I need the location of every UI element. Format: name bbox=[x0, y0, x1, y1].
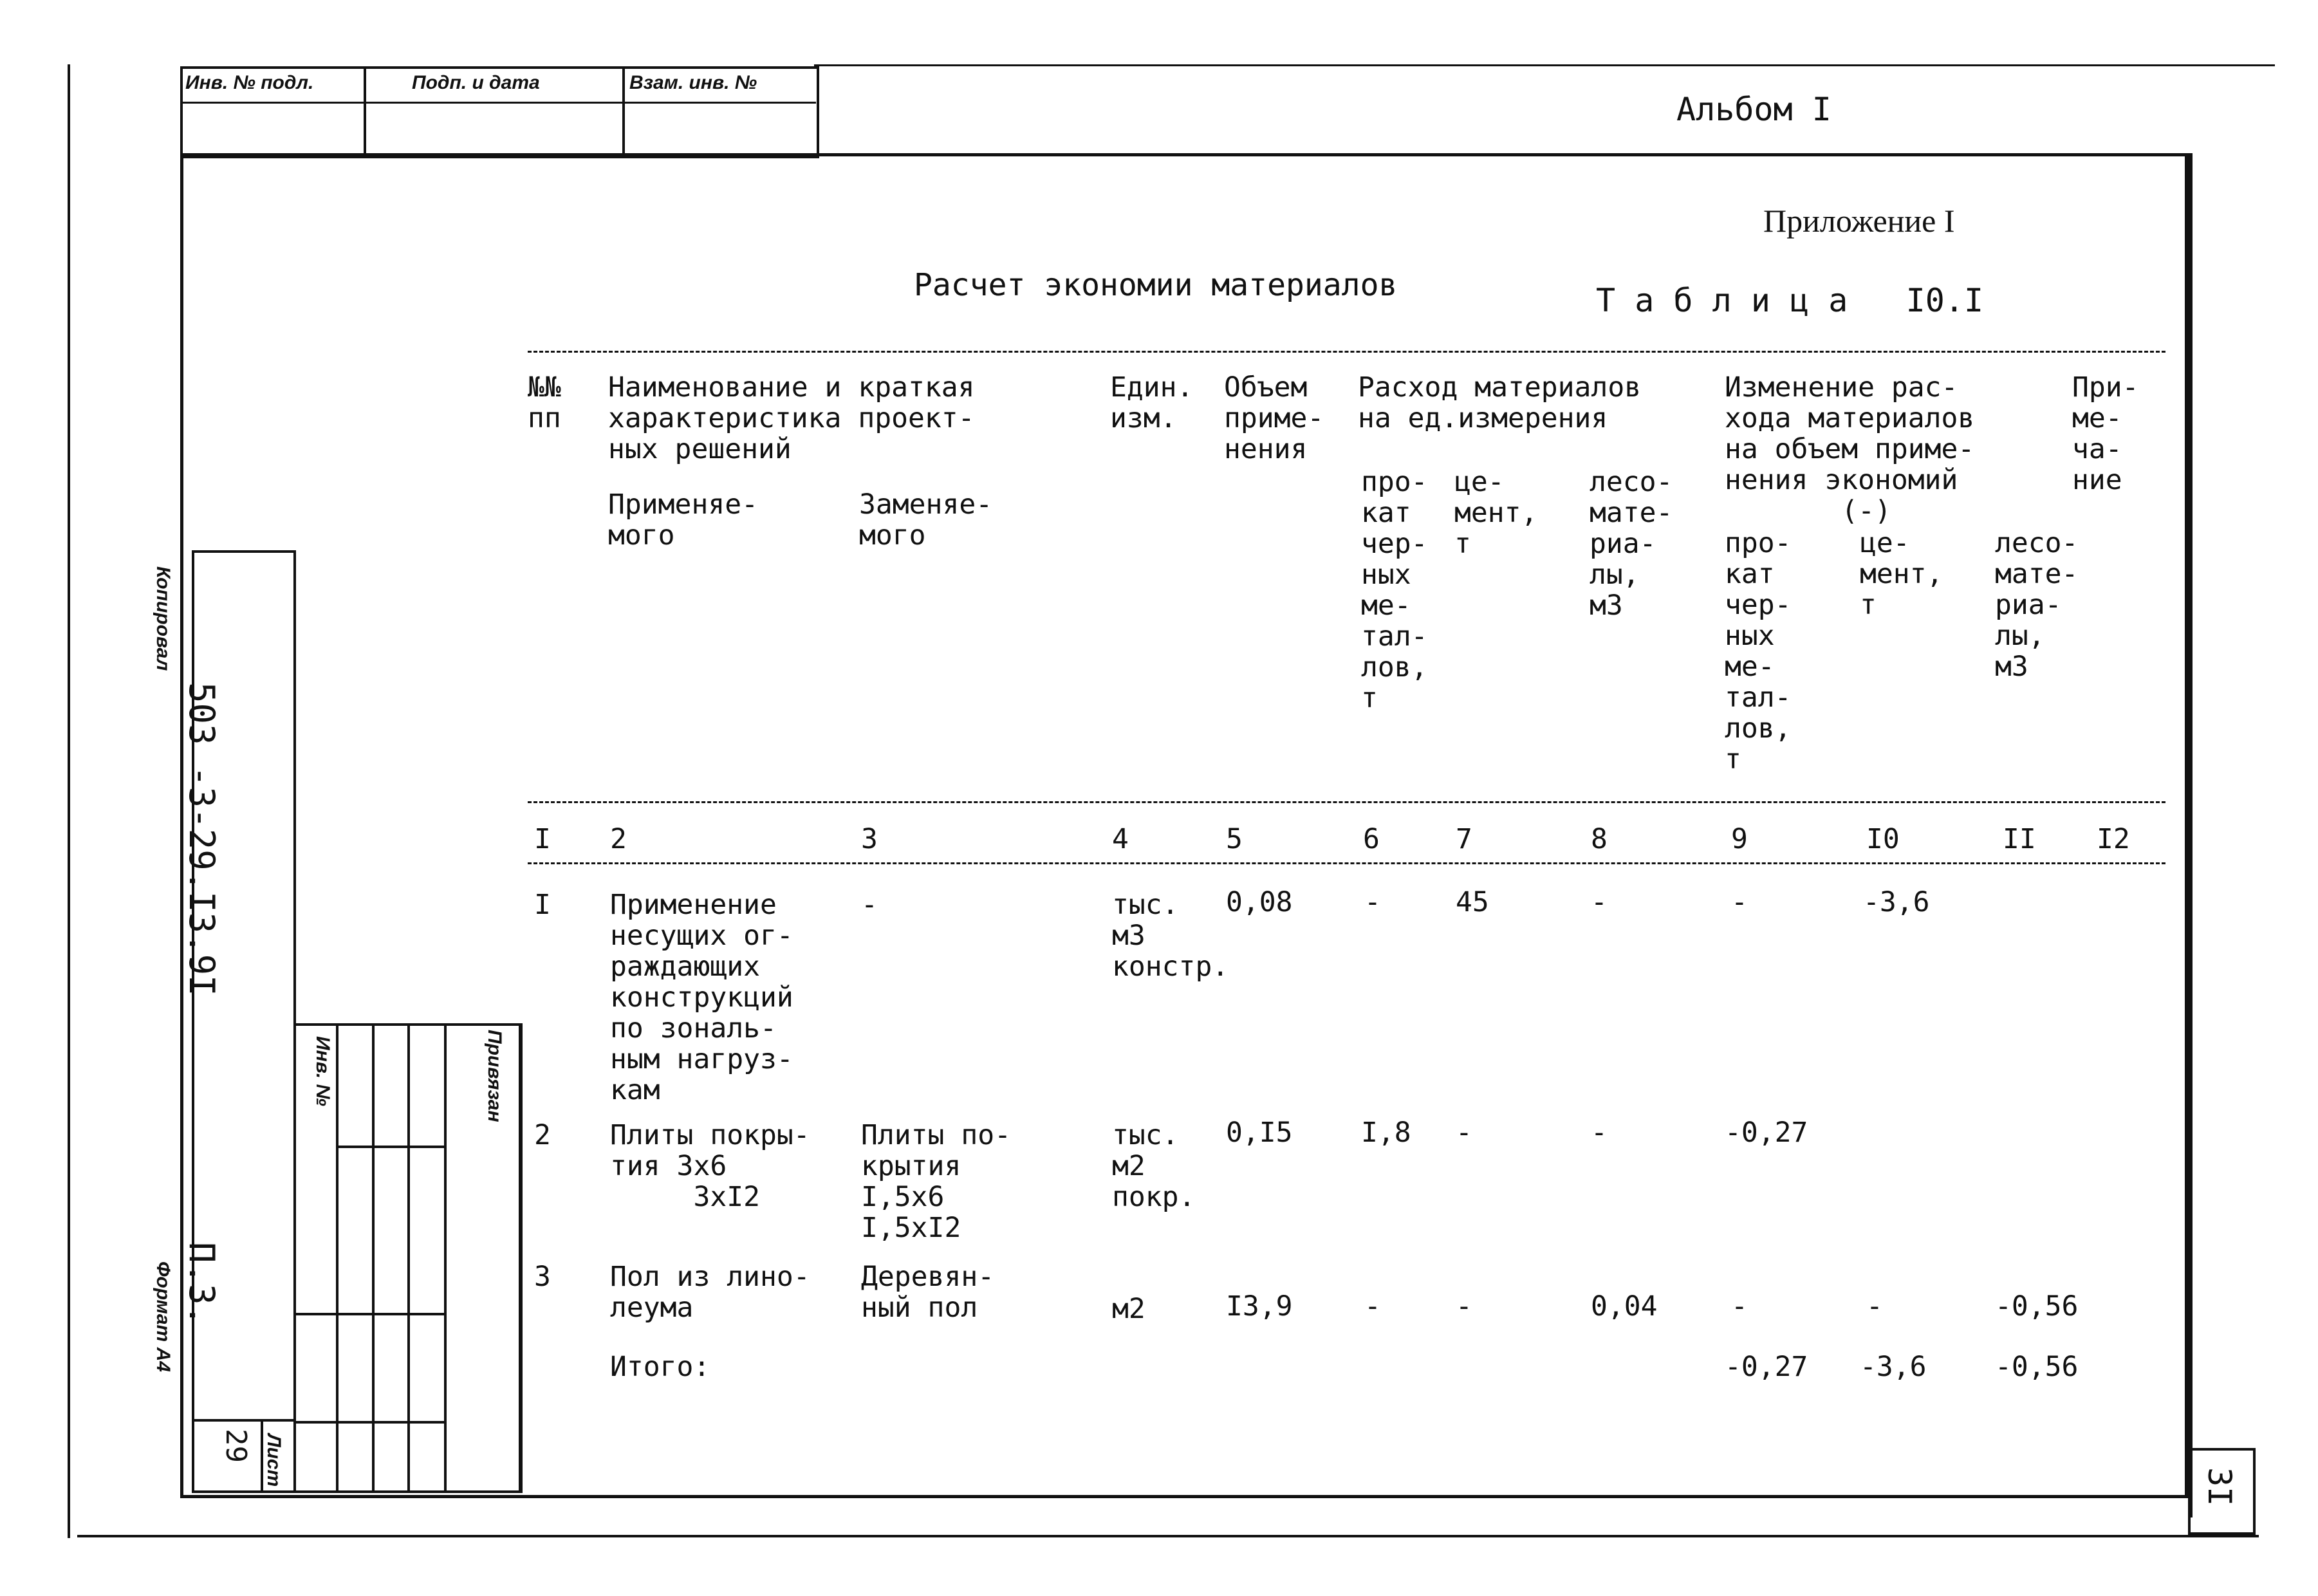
stamp-row-line bbox=[180, 102, 816, 104]
stamp-label-inv: Инв. № подл. bbox=[185, 72, 314, 93]
row-2-unit: тыс. м2 покр. bbox=[1112, 1119, 1196, 1213]
header-change-wood: лесо- мате- риа- лы, м3 bbox=[1995, 527, 2079, 683]
row-2-cement: - bbox=[1456, 1117, 1472, 1149]
table-title: Расчет экономии материалов bbox=[914, 267, 1398, 303]
total-ch-cement: -3,6 bbox=[1860, 1351, 1927, 1383]
header-name: Наименование и краткая характеристика проект- ных решений bbox=[608, 371, 975, 465]
row-3-applied: Пол из лино- леума bbox=[610, 1261, 810, 1324]
total-label: Итого: bbox=[610, 1351, 710, 1383]
row-3-cement: - bbox=[1456, 1290, 1472, 1322]
binding-row-2 bbox=[296, 1313, 445, 1315]
total-ch-wood: -0,56 bbox=[1995, 1351, 2079, 1383]
header-consumption-steel: про- кат чер- ных ме- тал- лов, т bbox=[1361, 466, 1428, 714]
row-2-num: 2 bbox=[534, 1119, 551, 1151]
stamp-divider-2 bbox=[622, 66, 625, 155]
binding-row-3 bbox=[296, 1421, 445, 1424]
row-2-volume: 0,I5 bbox=[1226, 1117, 1293, 1149]
row-1-ch-steel: - bbox=[1731, 886, 1748, 918]
colnum-bottom-rule bbox=[528, 862, 2165, 864]
col-number: I0 bbox=[1866, 823, 1900, 855]
row-3-replaced: Деревян- ный пол bbox=[861, 1261, 995, 1324]
bottom-margin-line bbox=[77, 1535, 2259, 1537]
row-3-wood: 0,04 bbox=[1591, 1290, 1658, 1322]
table-label: Т а б л и ц а I0.I bbox=[1596, 282, 1984, 319]
binding-row-1 bbox=[336, 1146, 445, 1148]
album-title: Альбом I bbox=[1676, 91, 1831, 128]
row-2-applied: Плиты покры- тия 3х6 3хI2 bbox=[610, 1119, 810, 1213]
row-3-ch-wood: -0,56 bbox=[1995, 1290, 2079, 1322]
kopiroval-label: Копировал bbox=[153, 566, 174, 671]
header-applied: Применяе- мого bbox=[608, 488, 758, 552]
col-number: 4 bbox=[1112, 823, 1129, 855]
row-1-applied: Применение несущих ог- раждающих конструкций по зональ- ным нагруз- кам bbox=[610, 889, 793, 1106]
inv-no-label: Инв. № bbox=[312, 1036, 333, 1106]
page-number: 3I bbox=[2201, 1467, 2238, 1507]
stamp-divider-1 bbox=[364, 66, 366, 155]
header-volume: Объем приме- нения bbox=[1224, 371, 1324, 465]
row-1-cement: 45 bbox=[1456, 886, 1489, 918]
left-margin-line bbox=[68, 64, 70, 1538]
header-bottom-rule bbox=[528, 801, 2165, 803]
row-3-ch-steel: - bbox=[1731, 1290, 1748, 1322]
header-change-steel: про- кат чер- ных ме- тал- лов, т bbox=[1725, 527, 1792, 775]
table-top-rule bbox=[528, 351, 2165, 353]
appendix-label: Приложение I bbox=[1763, 203, 1955, 239]
stamp-label-sign: Подп. и дата bbox=[412, 72, 540, 93]
row-2-replaced: Плиты по- крытия I,5х6 I,5хI2 bbox=[861, 1119, 1011, 1244]
row-3-volume: I3,9 bbox=[1226, 1290, 1293, 1322]
header-num: №№ пп bbox=[528, 371, 561, 434]
row-1-volume: 0,08 bbox=[1226, 886, 1293, 918]
col-number: 3 bbox=[861, 823, 878, 855]
header-replaced: Заменяе- мого bbox=[859, 488, 993, 552]
total-ch-steel: -0,27 bbox=[1725, 1351, 1808, 1383]
col-number: 6 bbox=[1363, 823, 1380, 855]
row-2-ch-steel: -0,27 bbox=[1725, 1117, 1808, 1149]
side-sheet-line bbox=[192, 1419, 296, 1422]
row-3-steel: - bbox=[1364, 1290, 1381, 1322]
header-consumption-wood: лесо- мате- риа- лы, м3 bbox=[1590, 466, 1673, 622]
row-1-replaced: - bbox=[861, 889, 878, 921]
frame-right-edge bbox=[2188, 153, 2193, 1517]
col-number: II bbox=[2003, 823, 2036, 855]
header-unit: Един. изм. bbox=[1110, 371, 1194, 434]
header-consumption-cement: це- мент, т bbox=[1454, 466, 1538, 560]
doc-code: 503 -3-29.I3.9I bbox=[181, 682, 222, 996]
row-1-wood: - bbox=[1591, 886, 1608, 918]
sheet-label: Лист bbox=[263, 1434, 284, 1487]
table-left-rule bbox=[520, 1023, 523, 1493]
header-change-cement: це- мент, т bbox=[1860, 527, 1943, 621]
row-2-wood: - bbox=[1591, 1117, 1608, 1149]
privyazan-label: Привязан bbox=[484, 1030, 505, 1122]
format-label: Формат А4 bbox=[153, 1261, 174, 1372]
col-number: 8 bbox=[1591, 823, 1608, 855]
row-2-steel: I,8 bbox=[1361, 1117, 1411, 1149]
col-number: 2 bbox=[610, 823, 627, 855]
row-3-num: 3 bbox=[534, 1261, 551, 1293]
header-consumption: Расход материалов на ед.измерения bbox=[1358, 371, 1642, 434]
stamp-label-replace: Взам. инв. № bbox=[629, 72, 757, 93]
header-note: При- ме- ча- ние bbox=[2072, 371, 2139, 496]
col-number: 5 bbox=[1226, 823, 1243, 855]
header-change: Изменение рас- хода материалов на объем приме- нения экономий (-) bbox=[1725, 371, 1975, 527]
top-margin-line bbox=[814, 64, 2275, 66]
col-number: I bbox=[534, 823, 551, 855]
col-number: I2 bbox=[2097, 823, 2130, 855]
col-number: 7 bbox=[1456, 823, 1472, 855]
row-1-ch-cement: -3,6 bbox=[1863, 886, 1930, 918]
row-1-num: I bbox=[534, 889, 551, 921]
col-number: 9 bbox=[1731, 823, 1748, 855]
row-1-steel: - bbox=[1364, 886, 1381, 918]
row-3-unit: м2 bbox=[1112, 1293, 1145, 1325]
section-code: П.3. bbox=[181, 1242, 222, 1326]
sheet-number: 29 bbox=[219, 1429, 252, 1463]
row-3-ch-cement: - bbox=[1866, 1290, 1883, 1322]
row-1-unit: тыс. м3 констр. bbox=[1112, 889, 1229, 983]
